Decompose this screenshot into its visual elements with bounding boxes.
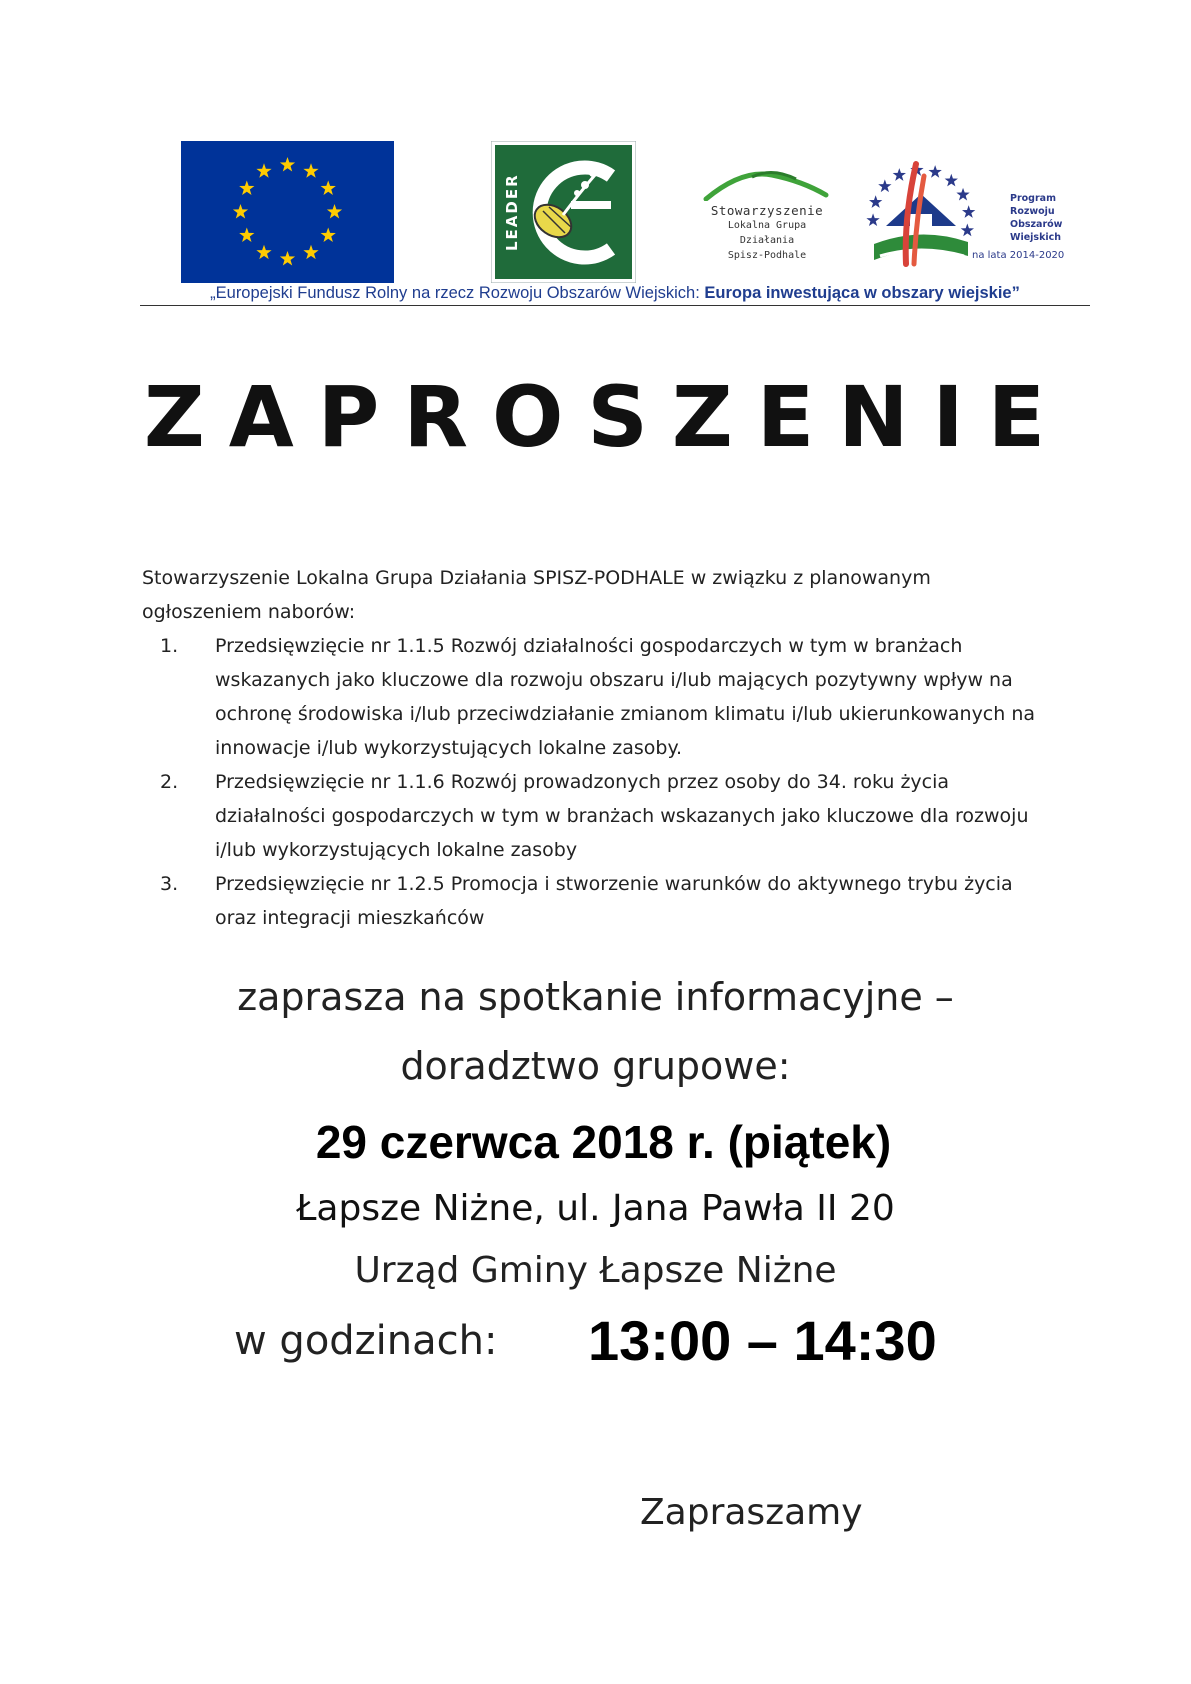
project-list	[142, 629, 1082, 935]
prow-star-icon	[866, 213, 879, 226]
prow-logo-line3: Obszarów	[1010, 219, 1063, 230]
invite-line1: zaprasza na spotkanie informacyjne –	[237, 975, 954, 1019]
event-hours: 13:00 – 14:30	[588, 1309, 937, 1372]
list-item-number: 3.	[160, 873, 179, 895]
intro-line1: Stowarzyszenie Lokalna Grupa Działania SPISZ-PODHALE w związku z planowanym	[142, 567, 931, 589]
prow-emblem-icon	[866, 156, 976, 276]
prow-logo	[866, 156, 1066, 276]
prow-logo-line1: Program	[1010, 193, 1056, 204]
hours-label: w godzinach:	[234, 1318, 498, 1364]
leader-logo-icon	[491, 141, 636, 283]
page-title: ZAPROSZENIE	[143, 368, 1070, 466]
lgd-logo-line1: Stowarzyszenie	[710, 203, 824, 218]
mountain-icon	[702, 165, 832, 201]
prow-logo-line2: Rozwoju	[1010, 206, 1055, 217]
prow-star-icon	[893, 168, 906, 181]
list-item-line: ochronę środowiska i/lub przeciwdziałanie zmianom klimatu i/lub ukierunkowanych na	[215, 703, 1036, 725]
lgd-logo-line3: Spisz-Podhale	[727, 250, 807, 261]
lgd-logo	[702, 165, 832, 265]
prow-logo-line4: Wiejskich	[1010, 232, 1062, 243]
list-item	[142, 629, 1082, 765]
list-item-line: działalności gospodarczych w tym w branżach wskazanych jako kluczowe dla rozwoju	[215, 805, 1029, 827]
list-item-line: Przedsięwzięcie nr 1.1.6 Rozwój prowadzonych przez osoby do 34. roku życia	[215, 771, 950, 793]
closing-text: Zapraszamy	[640, 1492, 863, 1533]
prow-star-icon	[961, 224, 974, 237]
list-item	[142, 867, 1082, 935]
list-item	[142, 765, 1082, 867]
prow-star-icon	[945, 174, 958, 187]
intro-paragraph	[142, 561, 1102, 629]
leader-logo-label: LEADER	[503, 173, 521, 251]
eu-motto-part2: Europa inwestująca w obszary wiejskie”	[704, 284, 1020, 302]
logo-strip	[0, 0, 1191, 300]
invite-line2: doradztwo grupowe:	[400, 1044, 791, 1088]
event-venue: Urząd Gminy Łapsze Niżne	[354, 1250, 837, 1291]
lgd-logo-line2: Lokalna Grupa Działania	[727, 220, 807, 246]
list-item-line: oraz integracji mieszkańców	[215, 907, 485, 929]
eu-motto	[140, 284, 1090, 304]
list-item-number: 1.	[160, 635, 179, 657]
prow-star-icon	[928, 165, 941, 178]
prow-star-icon	[878, 179, 891, 192]
list-item-line: Przedsięwzięcie nr 1.2.5 Promocja i stworzenie warunków do aktywnego trybu życia	[215, 873, 1013, 895]
list-item-line: innowacje i/lub wykorzystujących lokalne zasoby.	[215, 737, 683, 759]
list-item-number: 2.	[160, 771, 179, 793]
list-item-line: i/lub wykorzystujących lokalne zasoby	[215, 839, 578, 861]
prow-logo-text	[1010, 192, 1062, 244]
prow-star-icon	[869, 195, 882, 208]
prow-star-icon	[956, 188, 969, 201]
header-divider	[140, 305, 1090, 306]
eu-flag-icon	[181, 141, 394, 283]
intro-line2: ogłoszeniem naborów:	[142, 601, 356, 623]
event-date: 29 czerwca 2018 r. (piątek)	[315, 1116, 892, 1168]
list-item-line: Przedsięwzięcie nr 1.1.5 Rozwój działalności gospodarczych w tym w branżach	[215, 635, 963, 657]
prow-star-icon	[962, 205, 975, 218]
event-address: Łapsze Niżne, ul. Jana Pawła II 20	[296, 1188, 895, 1229]
prow-logo-years: na lata 2014-2020	[972, 250, 1065, 261]
list-item-line: wskazanych jako kluczowe dla rozwoju obszaru i/lub mających pozytywny wpływ na	[215, 669, 1013, 691]
eu-motto-part1: „Europejski Fundusz Rolny na rzecz Rozwoju Obszarów Wiejskich:	[210, 284, 705, 302]
